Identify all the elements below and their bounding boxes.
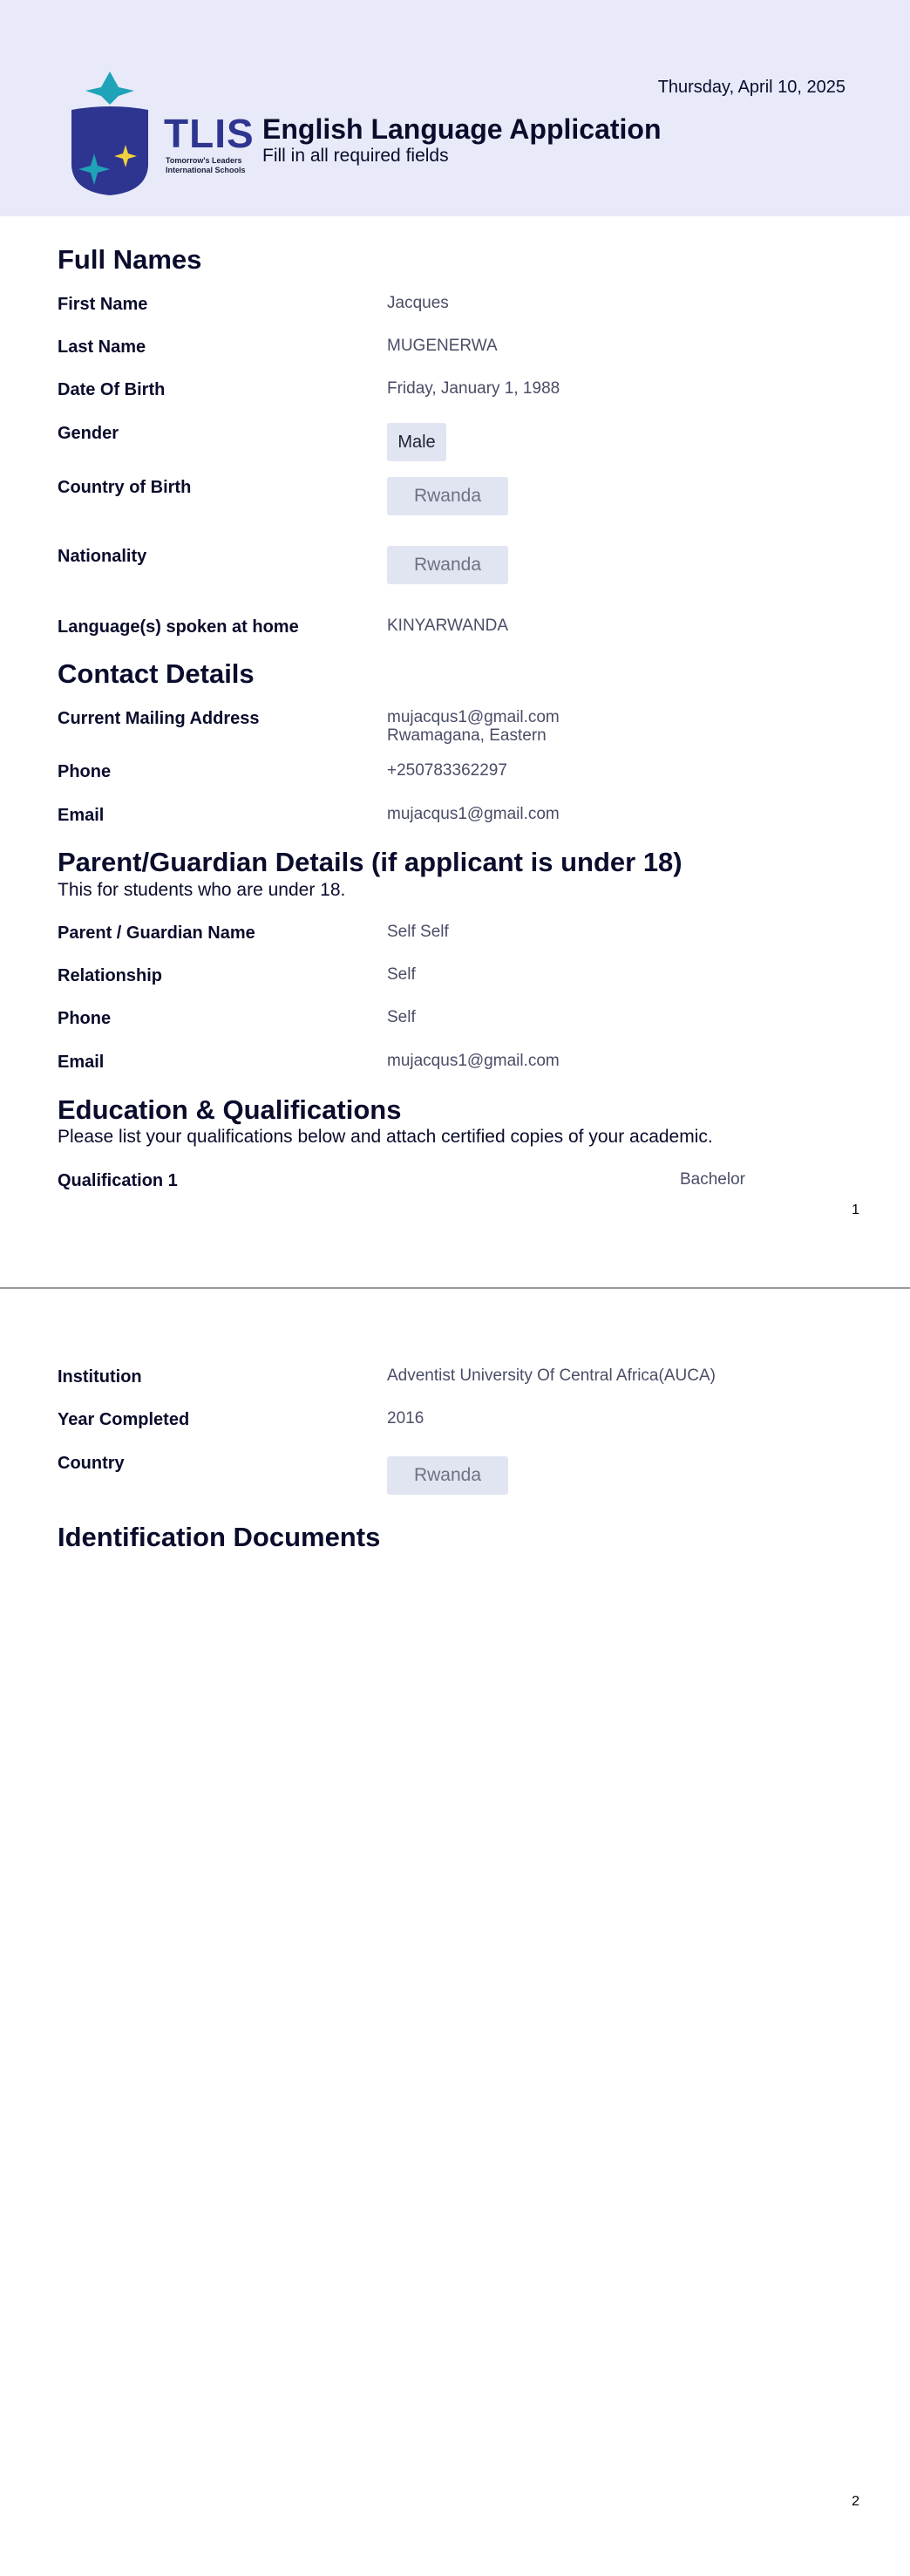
guardian-phone-value: Self <box>387 1008 416 1026</box>
relationship-label: Relationship <box>58 966 163 985</box>
guardian-name-value: Self Self <box>387 923 449 941</box>
institution-value: Adventist University Of Central Africa(AUCA) <box>387 1366 716 1385</box>
year-completed-label: Year Completed <box>58 1410 190 1429</box>
guardian-description: This for students who are under 18. <box>58 880 346 900</box>
qualification-label: Qualification 1 <box>58 1171 178 1190</box>
last-name-value: MUGENERWA <box>387 337 498 355</box>
home-language-label: Language(s) spoken at home <box>58 617 299 637</box>
dob-label: Date Of Birth <box>58 380 166 399</box>
mailing-address-line1: mujacqus1@gmail.com <box>387 708 560 726</box>
shield-emblem-icon <box>68 70 152 197</box>
country-of-birth-value: Rwanda <box>387 477 508 515</box>
year-completed-value: 2016 <box>387 1409 424 1428</box>
header-banner <box>0 0 910 216</box>
contact-phone-label: Phone <box>58 762 112 781</box>
guardian-email-label: Email <box>58 1053 105 1072</box>
guardian-name-label: Parent / Guardian Name <box>58 923 255 943</box>
document-date: Thursday, April 10, 2025 <box>657 78 845 97</box>
dob-value: Friday, January 1, 1988 <box>387 379 560 398</box>
gender-value: Male <box>387 423 446 461</box>
last-name-label: Last Name <box>58 337 146 357</box>
section-heading-guardian: Parent/Guardian Details (if applicant is under 18) <box>58 847 682 877</box>
page-1 <box>0 0 910 1287</box>
page-number: 2 <box>852 2494 859 2509</box>
page-number: 1 <box>852 1203 859 1217</box>
page-2 <box>0 1289 910 2576</box>
page-title: English Language Application <box>262 113 662 145</box>
guardian-email-value: mujacqus1@gmail.com <box>387 1052 560 1070</box>
section-heading-contact: Contact Details <box>58 658 255 689</box>
nationality-value: Rwanda <box>387 546 508 584</box>
logo-subtitle-line2: International Schools <box>166 166 246 174</box>
home-language-value: KINYARWANDA <box>387 617 509 635</box>
nationality-label: Nationality <box>58 547 147 566</box>
contact-email-value: mujacqus1@gmail.com <box>387 805 560 823</box>
education-country-value: Rwanda <box>387 1456 508 1495</box>
first-name-value: Jacques <box>387 294 449 312</box>
education-description: Please list your qualifications below and attach certified copies of your academic. <box>58 1127 713 1147</box>
country-of-birth-label: Country of Birth <box>58 478 192 497</box>
relationship-value: Self <box>387 965 416 984</box>
institution-label: Institution <box>58 1367 142 1387</box>
tlis-logo <box>68 70 255 197</box>
first-name-label: First Name <box>58 295 148 314</box>
logo-subtitle-line1: Tomorrow's Leaders <box>166 156 242 165</box>
qualification-value: Bachelor <box>680 1170 745 1189</box>
mailing-address-label: Current Mailing Address <box>58 709 260 728</box>
page-subtitle: Fill in all required fields <box>262 146 449 166</box>
mailing-address-line2: Rwamagana, Eastern <box>387 726 547 745</box>
gender-label: Gender <box>58 424 119 443</box>
section-heading-education: Education & Qualifications <box>58 1094 402 1125</box>
contact-email-label: Email <box>58 806 105 825</box>
contact-phone-value: +250783362297 <box>387 761 507 780</box>
logo-wordmark: TLIS <box>164 111 255 156</box>
section-heading-identification: Identification Documents <box>58 1522 381 1552</box>
section-heading-full-names: Full Names <box>58 244 202 275</box>
guardian-phone-label: Phone <box>58 1009 112 1028</box>
education-country-label: Country <box>58 1454 125 1473</box>
